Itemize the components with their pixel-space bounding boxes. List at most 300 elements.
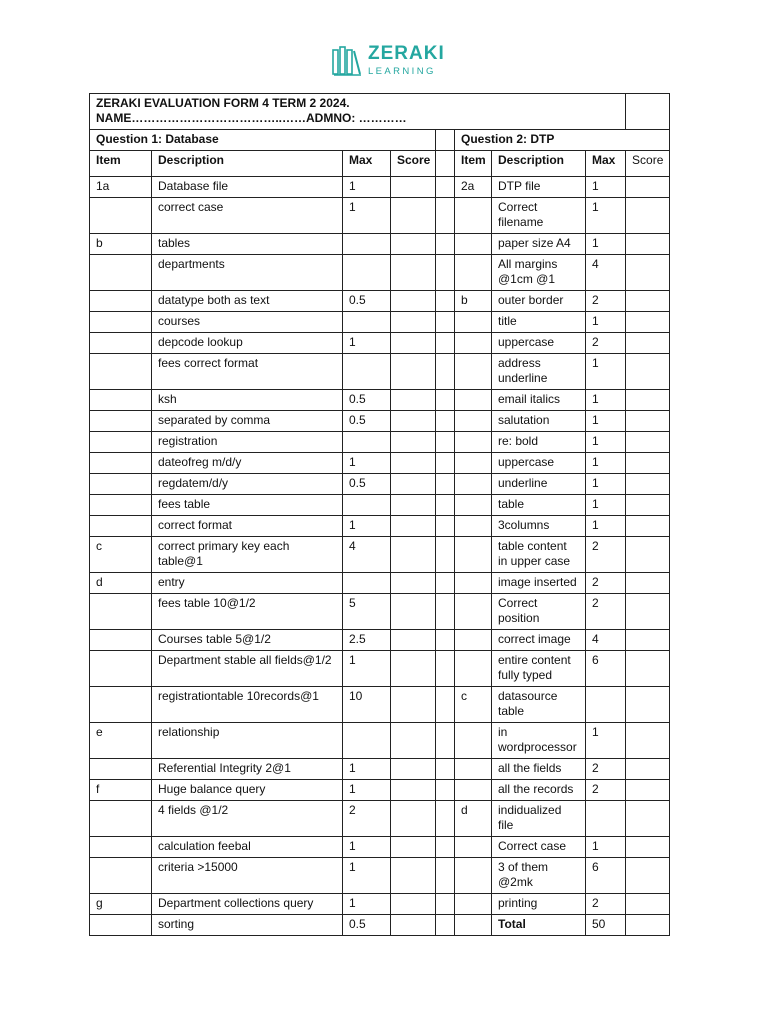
dtp-score	[626, 354, 670, 390]
table-row	[90, 594, 670, 630]
dtp-score	[626, 291, 670, 312]
dtp-item	[455, 894, 492, 915]
dtp-description: image inserted	[492, 573, 586, 594]
dtp-item	[455, 255, 492, 291]
gap-cell	[436, 177, 455, 198]
table-row	[90, 291, 670, 312]
gap-cell	[436, 630, 455, 651]
db-item	[90, 432, 152, 453]
table-row	[90, 390, 670, 411]
logo-wordmark: ZERAKI	[368, 43, 445, 64]
dtp-item	[455, 432, 492, 453]
db-item	[90, 411, 152, 432]
db-description: registrationtable 10records@1	[152, 687, 343, 723]
dtp-item	[455, 780, 492, 801]
dtp-max: 1	[586, 390, 626, 411]
db-score	[391, 198, 436, 234]
db-item	[90, 198, 152, 234]
db-description: fees table 10@1/2	[152, 594, 343, 630]
dtp-item: b	[455, 291, 492, 312]
dtp-item	[455, 312, 492, 333]
dtp-score	[626, 411, 670, 432]
table-row	[90, 495, 670, 516]
dtp-score	[626, 390, 670, 411]
db-item	[90, 453, 152, 474]
table-row	[90, 687, 670, 723]
title-row	[90, 94, 670, 130]
dtp-description: underline	[492, 474, 586, 495]
db-item	[90, 390, 152, 411]
dtp-score	[626, 837, 670, 858]
db-description: courses	[152, 312, 343, 333]
dtp-item	[455, 858, 492, 894]
table-row	[90, 411, 670, 432]
gap-cell	[436, 837, 455, 858]
db-description: calculation feebal	[152, 837, 343, 858]
db-max: 2.5	[343, 630, 391, 651]
gap-cell	[436, 495, 455, 516]
dtp-description: salutation	[492, 411, 586, 432]
dtp-item	[455, 390, 492, 411]
dtp-max: 50	[586, 915, 626, 936]
dtp-item	[455, 516, 492, 537]
db-item: g	[90, 894, 152, 915]
gap-cell	[436, 354, 455, 390]
db-item	[90, 474, 152, 495]
db-score	[391, 801, 436, 837]
dtp-score	[626, 594, 670, 630]
db-score	[391, 354, 436, 390]
db-score	[391, 516, 436, 537]
dtp-score	[626, 474, 670, 495]
dtp-description: Correct case	[492, 837, 586, 858]
dtp-score	[626, 255, 670, 291]
db-score	[391, 312, 436, 333]
gap-cell	[436, 474, 455, 495]
db-item	[90, 312, 152, 333]
dtp-score	[626, 537, 670, 573]
db-max	[343, 573, 391, 594]
table-row	[90, 759, 670, 780]
db-item: d	[90, 573, 152, 594]
gap-cell	[436, 312, 455, 333]
dtp-max: 2	[586, 780, 626, 801]
db-item	[90, 858, 152, 894]
db-score	[391, 255, 436, 291]
dtp-max: 1	[586, 453, 626, 474]
dtp-score	[626, 759, 670, 780]
db-description: Department stable all fields@1/2	[152, 651, 343, 687]
dtp-description: Total	[492, 915, 586, 936]
dtp-item	[455, 537, 492, 573]
gap-cell	[436, 780, 455, 801]
db-description: fees correct format	[152, 354, 343, 390]
header-description: Description	[492, 151, 586, 177]
dtp-description: email italics	[492, 390, 586, 411]
dtp-description: table content in upper case	[492, 537, 586, 573]
zeraki-logo	[332, 44, 445, 77]
table-row	[90, 537, 670, 573]
table-row	[90, 474, 670, 495]
dtp-description: Correct position	[492, 594, 586, 630]
dtp-item	[455, 354, 492, 390]
db-description: Database file	[152, 177, 343, 198]
db-description: Huge balance query	[152, 780, 343, 801]
dtp-item	[455, 651, 492, 687]
dtp-score	[626, 894, 670, 915]
name-admno-line: NAME………………………………..……ADMNO: …………	[96, 111, 407, 125]
db-description: dateofreg m/d/y	[152, 453, 343, 474]
dtp-max	[586, 687, 626, 723]
db-item	[90, 255, 152, 291]
table-row	[90, 573, 670, 594]
db-description: fees table	[152, 495, 343, 516]
dtp-description: datasource table	[492, 687, 586, 723]
dtp-description: re: bold	[492, 432, 586, 453]
db-score	[391, 594, 436, 630]
db-max: 1	[343, 453, 391, 474]
table-row	[90, 801, 670, 837]
db-score	[391, 453, 436, 474]
header-max: Max	[586, 151, 626, 177]
db-score	[391, 573, 436, 594]
db-score	[391, 915, 436, 936]
db-score	[391, 495, 436, 516]
dtp-description: entire content fully typed	[492, 651, 586, 687]
db-item	[90, 354, 152, 390]
gap-cell	[436, 151, 455, 177]
dtp-max: 1	[586, 723, 626, 759]
dtp-description: all the records	[492, 780, 586, 801]
db-score	[391, 411, 436, 432]
db-description: correct format	[152, 516, 343, 537]
dtp-score	[626, 516, 670, 537]
db-max	[343, 495, 391, 516]
header-item: Item	[90, 151, 152, 177]
table-row	[90, 651, 670, 687]
gap-cell	[436, 198, 455, 234]
db-description: datatype both as text	[152, 291, 343, 312]
db-max	[343, 723, 391, 759]
dtp-max: 6	[586, 651, 626, 687]
db-item: f	[90, 780, 152, 801]
gap-cell	[436, 130, 455, 151]
header-item: Item	[455, 151, 492, 177]
db-max: 0.5	[343, 390, 391, 411]
db-score	[391, 759, 436, 780]
dtp-description: all the fields	[492, 759, 586, 780]
dtp-score	[626, 453, 670, 474]
db-description: correct case	[152, 198, 343, 234]
dtp-max: 2	[586, 333, 626, 354]
gap-cell	[436, 801, 455, 837]
db-max: 0.5	[343, 915, 391, 936]
db-item	[90, 759, 152, 780]
db-score	[391, 780, 436, 801]
db-max	[343, 354, 391, 390]
gap-cell	[436, 915, 455, 936]
db-score	[391, 537, 436, 573]
dtp-description: uppercase	[492, 453, 586, 474]
db-max: 1	[343, 894, 391, 915]
db-max	[343, 255, 391, 291]
gap-cell	[436, 390, 455, 411]
table-row	[90, 234, 670, 255]
dtp-description: title	[492, 312, 586, 333]
db-description: Department collections query	[152, 894, 343, 915]
dtp-max: 1	[586, 312, 626, 333]
db-item	[90, 495, 152, 516]
dtp-description: 3columns	[492, 516, 586, 537]
header-score: Score	[391, 151, 436, 177]
dtp-score	[626, 198, 670, 234]
db-score	[391, 651, 436, 687]
dtp-item	[455, 723, 492, 759]
table-row	[90, 453, 670, 474]
table-row	[90, 858, 670, 894]
gap-cell	[436, 594, 455, 630]
dtp-description: DTP file	[492, 177, 586, 198]
dtp-item	[455, 198, 492, 234]
gap-cell	[436, 537, 455, 573]
db-description: correct primary key each table@1	[152, 537, 343, 573]
dtp-score	[626, 687, 670, 723]
db-item	[90, 801, 152, 837]
dtp-description: Correct filename	[492, 198, 586, 234]
table-row	[90, 255, 670, 291]
db-max: 5	[343, 594, 391, 630]
dtp-description: printing	[492, 894, 586, 915]
form-title-cell	[90, 94, 626, 130]
dtp-item	[455, 594, 492, 630]
table-row	[90, 516, 670, 537]
db-score	[391, 630, 436, 651]
db-max: 1	[343, 651, 391, 687]
dtp-score	[626, 651, 670, 687]
dtp-description: uppercase	[492, 333, 586, 354]
dtp-item	[455, 453, 492, 474]
db-max: 1	[343, 759, 391, 780]
db-score	[391, 432, 436, 453]
dtp-item	[455, 915, 492, 936]
dtp-description: outer border	[492, 291, 586, 312]
gap-cell	[436, 411, 455, 432]
dtp-max: 1	[586, 837, 626, 858]
db-item	[90, 837, 152, 858]
db-item	[90, 915, 152, 936]
gap-cell	[436, 687, 455, 723]
dtp-item	[455, 573, 492, 594]
db-description: depcode lookup	[152, 333, 343, 354]
dtp-score	[626, 915, 670, 936]
db-description: Referential Integrity 2@1	[152, 759, 343, 780]
table-row	[90, 312, 670, 333]
db-description: Courses table 5@1/2	[152, 630, 343, 651]
gap-cell	[436, 573, 455, 594]
gap-cell	[436, 333, 455, 354]
db-description: separated by comma	[152, 411, 343, 432]
dtp-score	[626, 333, 670, 354]
dtp-score	[626, 177, 670, 198]
db-description: sorting	[152, 915, 343, 936]
dtp-max: 1	[586, 177, 626, 198]
header-description: Description	[152, 151, 343, 177]
dtp-item	[455, 333, 492, 354]
dtp-item	[455, 474, 492, 495]
table-row	[90, 723, 670, 759]
dtp-description: in wordprocessor	[492, 723, 586, 759]
dtp-score	[626, 630, 670, 651]
column-header-row	[90, 151, 670, 177]
dtp-item: d	[455, 801, 492, 837]
db-max: 0.5	[343, 291, 391, 312]
db-score	[391, 894, 436, 915]
dtp-max: 1	[586, 198, 626, 234]
table-row	[90, 354, 670, 390]
db-description: entry	[152, 573, 343, 594]
table-row	[90, 333, 670, 354]
dtp-description: All margins @1cm @1	[492, 255, 586, 291]
db-max: 1	[343, 333, 391, 354]
dtp-description: paper size A4	[492, 234, 586, 255]
db-score	[391, 390, 436, 411]
dtp-max: 1	[586, 234, 626, 255]
db-max	[343, 234, 391, 255]
dtp-max: 4	[586, 255, 626, 291]
db-max	[343, 432, 391, 453]
gap-cell	[436, 432, 455, 453]
dtp-max: 2	[586, 894, 626, 915]
db-score	[391, 858, 436, 894]
db-item: b	[90, 234, 152, 255]
dtp-item	[455, 759, 492, 780]
db-item	[90, 651, 152, 687]
db-max: 1	[343, 177, 391, 198]
table-row	[90, 198, 670, 234]
db-max: 2	[343, 801, 391, 837]
dtp-max: 2	[586, 537, 626, 573]
table-row	[90, 630, 670, 651]
db-description: ksh	[152, 390, 343, 411]
dtp-max: 6	[586, 858, 626, 894]
db-score	[391, 234, 436, 255]
db-description: relationship	[152, 723, 343, 759]
db-item: 1a	[90, 177, 152, 198]
gap-cell	[436, 516, 455, 537]
db-description: regdatem/d/y	[152, 474, 343, 495]
dtp-score	[626, 801, 670, 837]
gap-cell	[436, 759, 455, 780]
q2-heading: Question 2: DTP	[455, 130, 670, 151]
dtp-item	[455, 495, 492, 516]
table-row	[90, 780, 670, 801]
db-item: c	[90, 537, 152, 573]
q1-heading: Question 1: Database	[90, 130, 436, 151]
dtp-item	[455, 234, 492, 255]
db-description: criteria >15000	[152, 858, 343, 894]
db-score	[391, 687, 436, 723]
db-item	[90, 594, 152, 630]
db-description: tables	[152, 234, 343, 255]
gap-cell	[436, 255, 455, 291]
db-max: 1	[343, 837, 391, 858]
gap-cell	[436, 858, 455, 894]
dtp-max: 1	[586, 354, 626, 390]
db-item	[90, 687, 152, 723]
db-item: e	[90, 723, 152, 759]
dtp-max	[586, 801, 626, 837]
table-row	[90, 177, 670, 198]
dtp-score	[626, 780, 670, 801]
dtp-max: 1	[586, 516, 626, 537]
dtp-max: 4	[586, 630, 626, 651]
db-score	[391, 333, 436, 354]
gap-cell	[436, 291, 455, 312]
dtp-item	[455, 837, 492, 858]
db-item	[90, 333, 152, 354]
dtp-max: 2	[586, 594, 626, 630]
dtp-description: 3 of them @2mk	[492, 858, 586, 894]
gap-cell	[436, 453, 455, 474]
dtp-score	[626, 495, 670, 516]
db-max: 1	[343, 516, 391, 537]
dtp-score	[626, 234, 670, 255]
db-item	[90, 291, 152, 312]
evaluation-table	[89, 93, 670, 936]
logo-subtitle: LEARNING	[368, 66, 436, 77]
db-max: 1	[343, 858, 391, 894]
dtp-description: address underline	[492, 354, 586, 390]
db-description: registration	[152, 432, 343, 453]
table-row	[90, 915, 670, 936]
dtp-item	[455, 411, 492, 432]
db-score	[391, 474, 436, 495]
db-score	[391, 837, 436, 858]
dtp-max: 1	[586, 411, 626, 432]
header-score: Score	[626, 151, 670, 177]
dtp-item	[455, 630, 492, 651]
db-max: 1	[343, 780, 391, 801]
db-score	[391, 291, 436, 312]
dtp-score	[626, 858, 670, 894]
db-max	[343, 312, 391, 333]
dtp-score	[626, 573, 670, 594]
dtp-max: 1	[586, 495, 626, 516]
dtp-score	[626, 312, 670, 333]
gap-cell	[436, 723, 455, 759]
dtp-score	[626, 432, 670, 453]
dtp-item: c	[455, 687, 492, 723]
dtp-description: table	[492, 495, 586, 516]
db-max: 4	[343, 537, 391, 573]
dtp-max: 2	[586, 759, 626, 780]
form-title: ZERAKI EVALUATION FORM 4 TERM 2 2024.	[96, 96, 350, 110]
db-item	[90, 630, 152, 651]
db-description: departments	[152, 255, 343, 291]
dtp-score	[626, 723, 670, 759]
gap-cell	[436, 234, 455, 255]
table-row	[90, 837, 670, 858]
title-blank-cell	[626, 94, 670, 130]
header-max: Max	[343, 151, 391, 177]
dtp-max: 1	[586, 432, 626, 453]
db-max: 1	[343, 198, 391, 234]
gap-cell	[436, 894, 455, 915]
db-score	[391, 723, 436, 759]
db-max: 0.5	[343, 474, 391, 495]
db-score	[391, 177, 436, 198]
db-item	[90, 516, 152, 537]
